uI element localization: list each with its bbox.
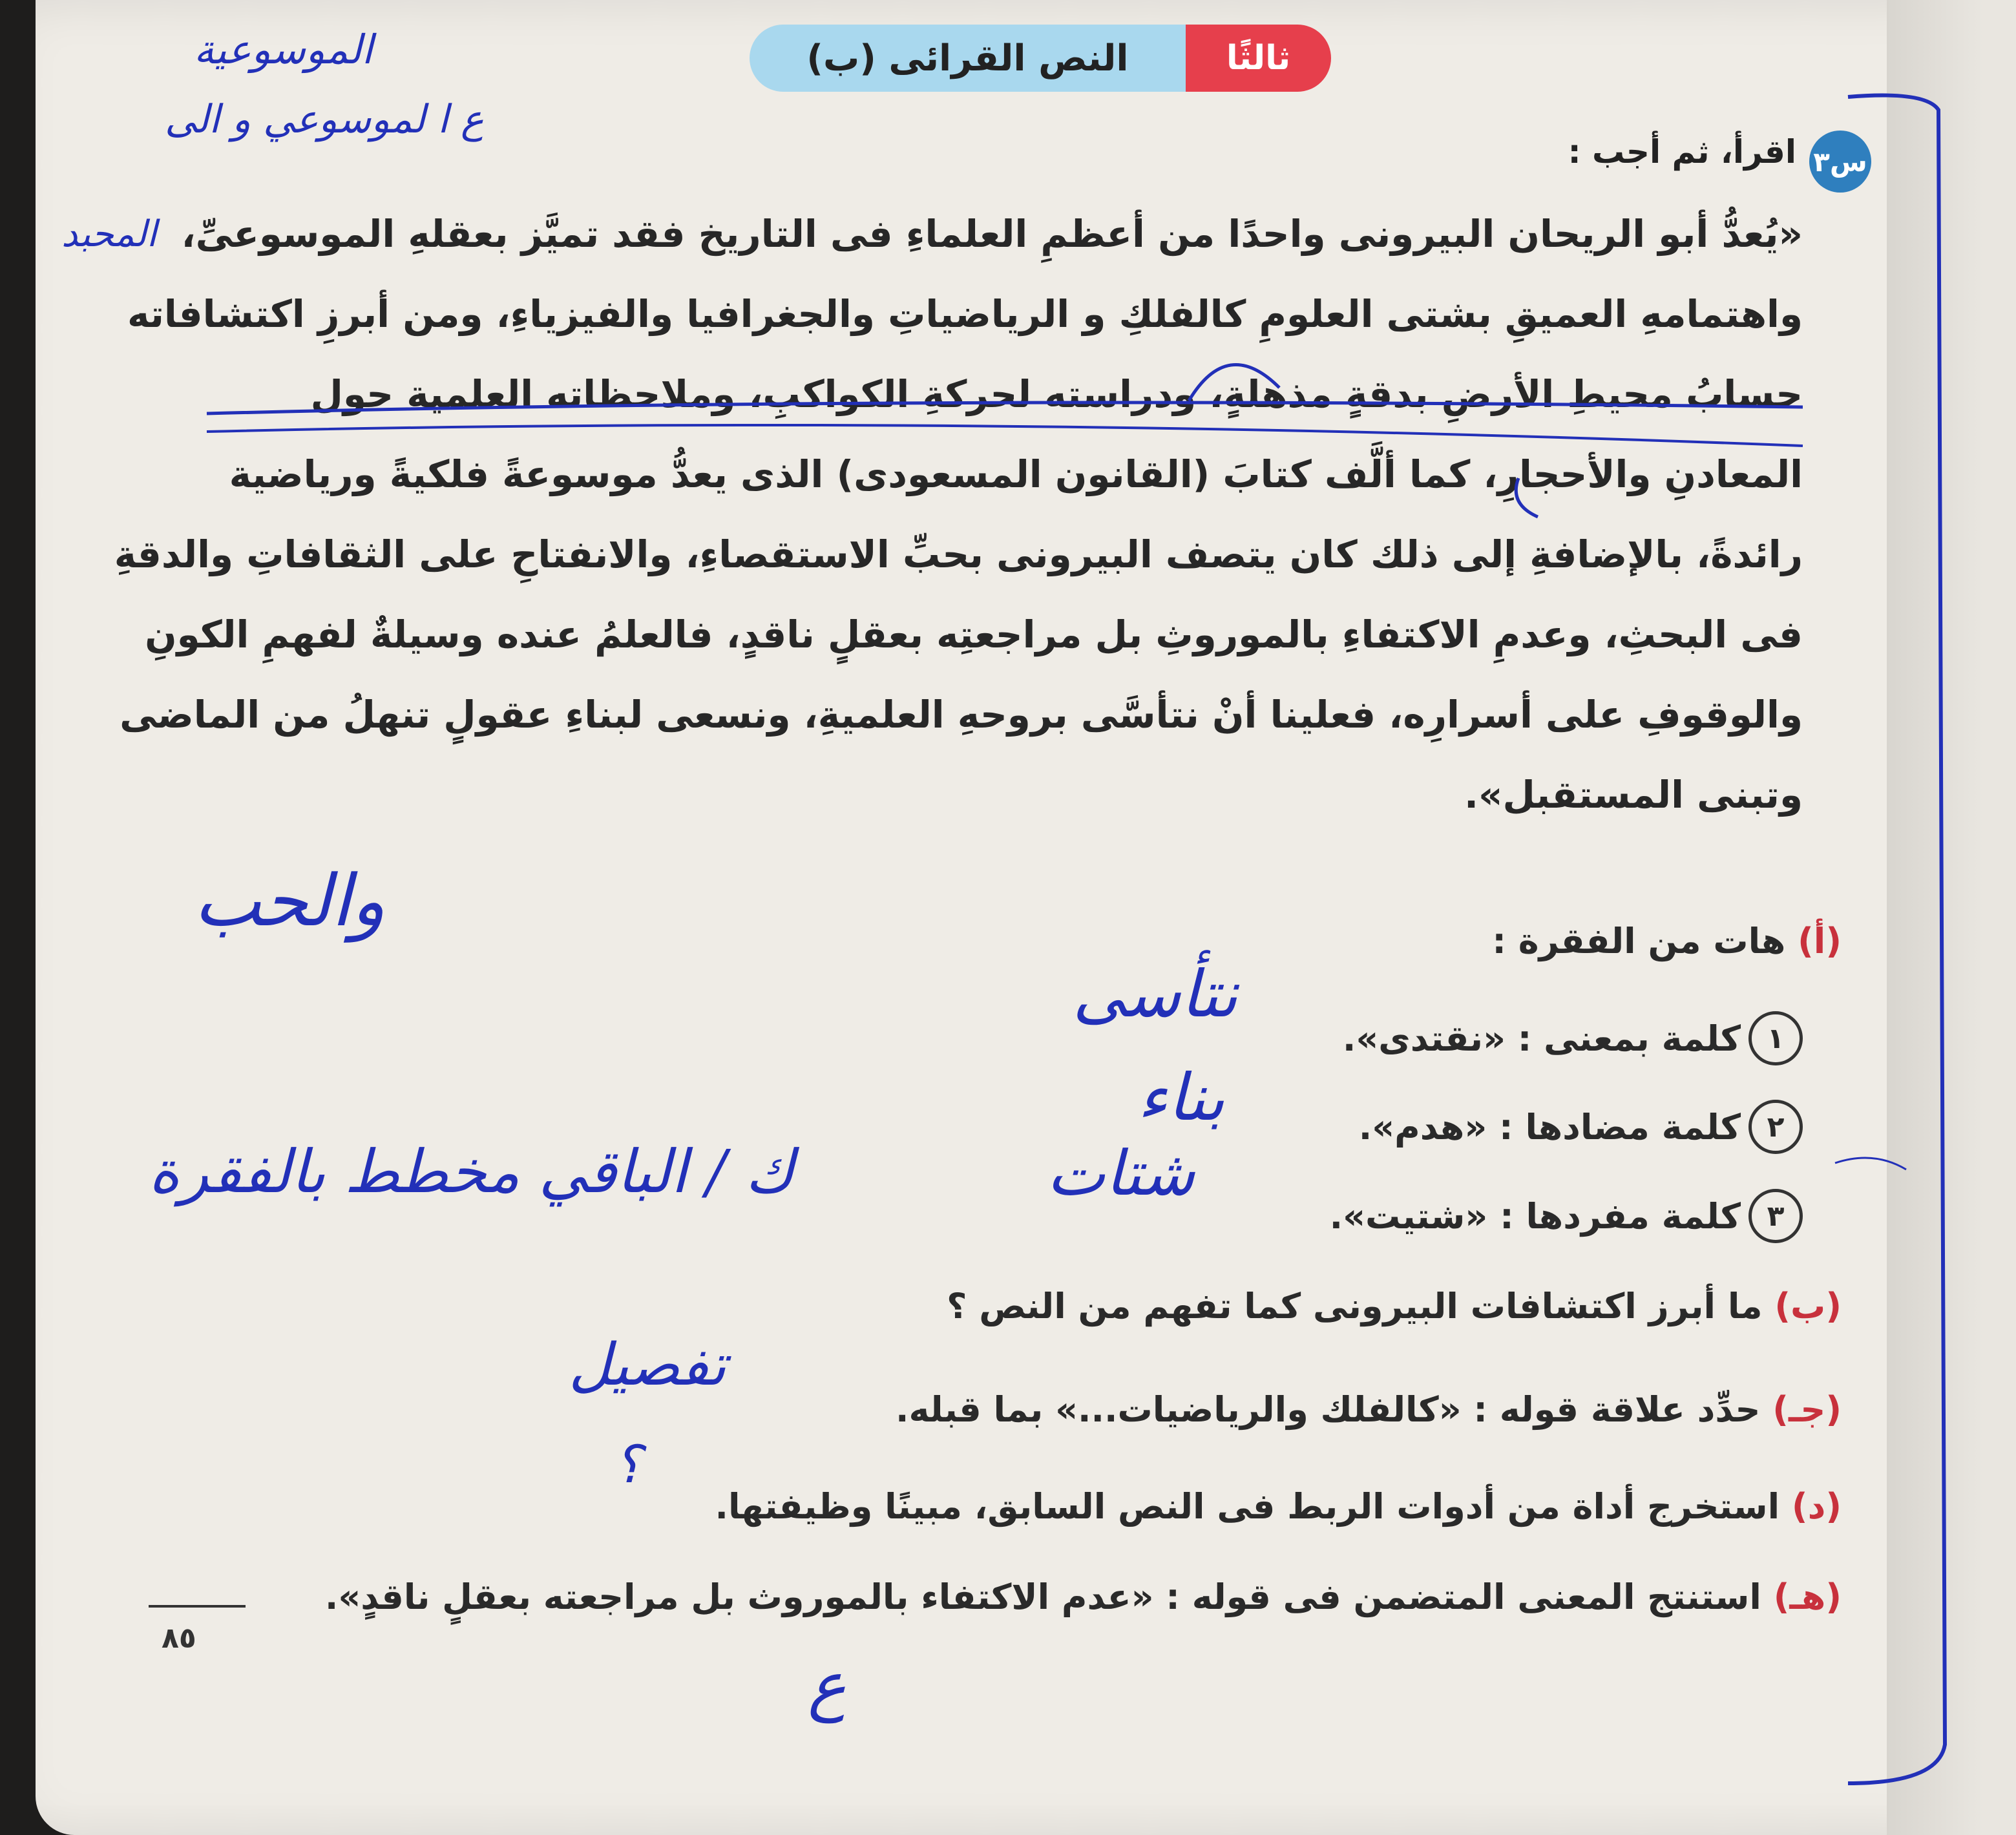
page-number-rule <box>149 1605 246 1608</box>
part-c-letter: (جـ) <box>1772 1389 1842 1430</box>
handwritten-note-top-2: ع ا لموسوعي و الى <box>165 97 484 142</box>
passage-line: «يُعدُّ أبو الريحان البيرونى واحدًا من أعظمِ العلماءِ فى التاريخ فقد تميَّز بعقلهِ الموسوعىِّ، <box>181 212 1803 256</box>
part-d-text: استخرج أداة من أدوات الربط فى النص السابق، مبينًا وظيفتها. <box>715 1486 1780 1527</box>
reading-passage <box>114 194 1803 835</box>
handwritten-answer-3: شتات <box>1047 1137 1195 1210</box>
part-b-letter: (ب) <box>1774 1286 1842 1326</box>
next-page-edge <box>1984 0 2016 1835</box>
part-a <box>1492 921 1842 961</box>
handwritten-bottom-mark: ع <box>808 1648 846 1723</box>
part-c-text: حدِّد علاقة قوله : «كالفلك والرياضيات...» بما قبله. <box>896 1389 1761 1430</box>
handwritten-answer-c: تفصيل <box>569 1331 726 1399</box>
passage-line: رائدةً، بالإضافةِ إلى ذلك كان يتصف البيرونى بحبِّ الاستقصاءِ، والانفتاحِ على الثقافاتِ والدقةِ <box>114 532 1803 576</box>
sub-item-2 <box>1359 1100 1803 1154</box>
question-number: س٣ <box>1809 131 1871 193</box>
part-d <box>715 1486 1842 1527</box>
sub-item-number: ٣ <box>1748 1189 1803 1243</box>
passage-line: والوقوفِ على أسرارِه، فعلينا أنْ نتأسَّى بروحهِ العلميةِ، ونسعى لبناءِ عقولٍ تنهلُ من الماضى <box>120 693 1803 737</box>
handwritten-answer-b: ك / الباقي مخطط بالفقرة <box>149 1137 795 1206</box>
section-title: النص القرائى (ب) <box>750 25 1186 92</box>
part-d-letter: (د) <box>1791 1486 1842 1527</box>
sub-item-text: كلمة مضادها : «هدم». <box>1358 1106 1741 1148</box>
handwritten-margin-note: المحبد <box>61 213 157 255</box>
page-fold-shadow <box>1887 0 1984 1835</box>
sub-item-text: كلمة بمعنى : «نقتدى». <box>1342 1018 1741 1059</box>
passage-line: حسابُ محيطِ الأرضِ بدقةٍ مذهلةٍ، ودراسته لحركةِ الكواكبِ، وملاحظاته العلمية حول <box>310 372 1803 416</box>
sub-item-text: كلمة مفردها : «شتيت». <box>1329 1195 1741 1237</box>
section-header <box>750 25 1331 92</box>
passage-line: فى البحثِ، وعدمِ الاكتفاءِ بالموروثِ بل مراجعتِه بعقلٍ ناقدٍ، فالعلمُ عنده وسيلةٌ لفهمِ الكونِ <box>145 613 1803 656</box>
sub-item-number: ١ <box>1748 1011 1803 1065</box>
handwritten-question-mark: ؟ <box>614 1434 642 1494</box>
passage-line: واهتمامهِ العميقِ بشتى العلومِ كالفلكِ و الرياضياتِ والجغرافيا والفيزياءِ، ومن أبرزِ اكتشافاته <box>127 292 1803 336</box>
handwritten-note-top-1: الموسوعية <box>194 26 373 73</box>
part-a-text: هات من الفقرة : <box>1492 921 1786 961</box>
question-instruction: اقرأ، ثم أجب : <box>1568 133 1796 171</box>
part-e-letter: (هـ) <box>1773 1577 1842 1617</box>
part-a-letter: (أ) <box>1798 921 1842 961</box>
section-badge: ثالثًا <box>1186 25 1331 92</box>
part-b <box>947 1286 1842 1326</box>
handwritten-answer-1: نتأسى <box>1073 956 1238 1032</box>
handwritten-note-wawa: والحب <box>194 859 386 942</box>
passage-line: وتبنى المستقبل». <box>1464 773 1803 817</box>
part-b-text: ما أبرز اكتشافات البيرونى كما تفهم من النص ؟ <box>947 1286 1763 1326</box>
sub-item-1 <box>1343 1011 1803 1065</box>
part-c <box>896 1389 1842 1430</box>
sub-item-number: ٢ <box>1748 1100 1803 1154</box>
part-e <box>325 1577 1842 1617</box>
handwritten-answer-2: بناء <box>1137 1060 1225 1135</box>
page-number: ٨٥ <box>162 1622 196 1655</box>
passage-line: المعادنِ والأحجارِ، كما ألَّف كتابَ (القانون المسعودى) الذى يعدُّ موسوعةً فلكيةً ورياضية <box>229 452 1803 496</box>
sub-item-3 <box>1330 1189 1803 1243</box>
part-e-text: استنتج المعنى المتضمن فى قوله : «عدم الاكتفاء بالموروث بل مراجعته بعقلٍ ناقدٍ». <box>324 1577 1761 1617</box>
